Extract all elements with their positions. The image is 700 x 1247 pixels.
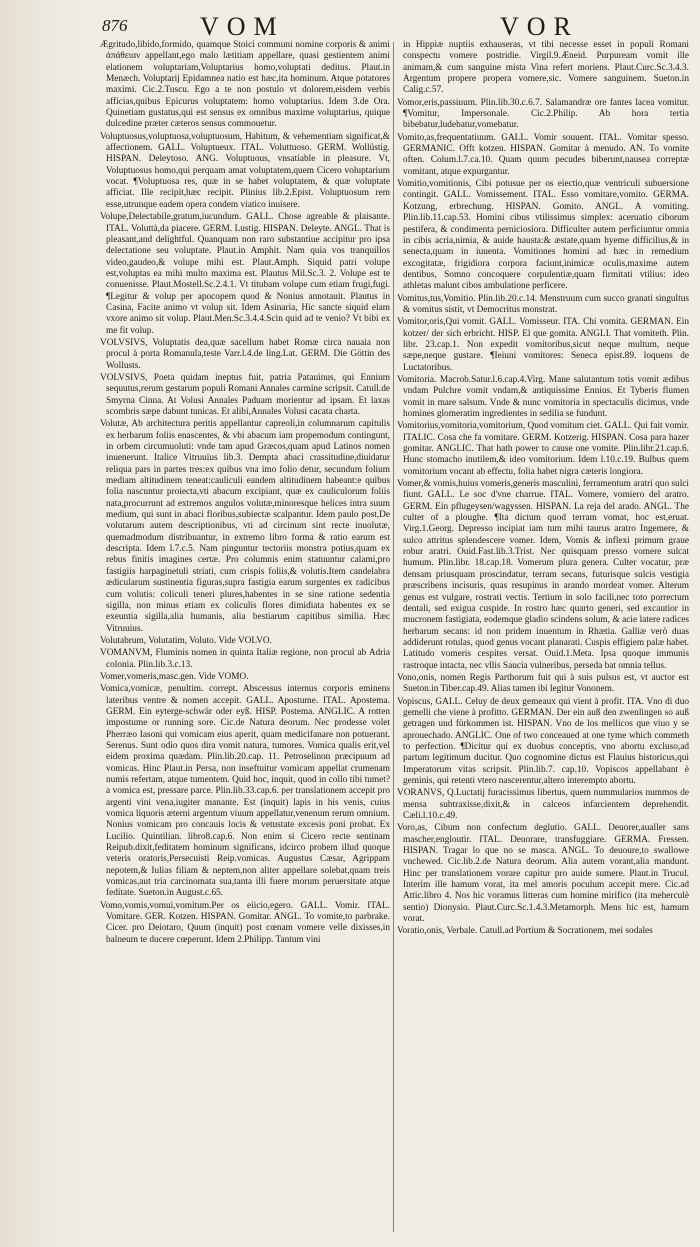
page-header <box>0 10 700 40</box>
entry-volupia: VOLVSIVS, Voluptatis dea,quæ sacellum habet Romæ circa nauaia non procul à porta Romanula,teste Varr.l.4.de ling.Lat. GERM. Die Göttin des Wollusts. <box>100 337 390 371</box>
entry-vomer: Vomer,& vomis,huius vomeris,generis masculini, ferramentum aratri quo sulci fiunt. GALL. Le soc d'vne charrue. ITAL. Vomere, vomiero del aratro. GERM. Ein pflugeysen/wagyssen. HISPAN. La reja del arado. ANGL. The culter of a ploughe. ¶Ita dictum quod terram vomat, hoc est,eruat. Virg.1.Georg. Depresso incipiat iam tum mihi taurus aratro Ingemere, & sulco attritus splendescere vomer. Idem, Vomis & inflexi primum graue robur aratri. Ouid.Fast.lib.3.Trist. Nec quisquam presso vomere sulcat humum. Plin.libr. 18.cap.18. Vomerum plura genera. Culter vocatur, præ densam priusquam proscindatur, terram secans, futurisque sulcis vestigia præscribens incisuris, quas resupinus in arando mordeat vomer. Alterum genus est vulgare, rostrati vectis. Tertium in solo facili,nec toto porrectum dentali, sed exigua cuspide. In rostro hæc quarto generi, sed excautior in mucronem fastigiata, eodemque gladio scindens solum, & acie latere radices herbarum secans: id non pridem inuentum in Rhætia. Galliæ verò duas addiderunt rotulas, quod genus vocant planarati. Cuspis effigiem palæ habet. Latitudo vomeris cespites versat. Ouid.1.Meta. Ipsa quoque immunis rastroque intacta, nec vllis Saucia vulneribus, perseda bat omnia tellus. <box>397 479 689 671</box>
entry-vomitorius: Vomitorius,vomitoria,vomitorium, Quod vomitum ciet. GALL. Qui fait vomir. ITALIC. Cosa che fa vomitare. GERM. Kotzerig. HISPAN. Cosa para hazer gomitar. ANGLIC. That hath power to cause one vomite. Plin.libr.21.cap.6. Hunc stomacho inutilem,& ideo vomitorium. Idem l.10.c.19. Bulbus quem vomitorium vocant ab effectu, folia habet nigra cæteris longiora. <box>397 421 689 477</box>
entry-vomer-ref: Vomer,vomeris,masc.gen. Vide VOMO. <box>100 671 249 682</box>
entry-voratio: Voratio,onis, Verbale. Catull.ad Portium & Socrationem, mei sodales <box>397 926 653 937</box>
entry-vomor: Vomor,eris,passiuum. Plin.lib.30.c.6.7. Salamandræ ore fantes lacea vomitur. ¶Vomitur, Impersonale. Cic.2.Philip. Ab hora tertia bibebatur,ludebatur,vomebatur. <box>397 97 689 131</box>
entry-voro: Voro,as, Cibum non confectum deglutio. GALL. Deuorer,aualler sans mascher,engloutir. ITAL. Deuorare, transfuggiare. GERMA. Fressen. HISPAN. Tragar lo que no se masca. ANGL. To deuoure,to swallowe vnchewed. Cic.lib.2.de Natura deorum. Alia autem vorant,alia mandunt. Hinc per translationem vorare capitur pro auide sumere. Plaut.in Trucul. Interim ille hamum vorat, ita mel amoris poculum accepit mere. Cic.ad Attic.libro 4. Nos hic voramus litteras cum homine mirifico (ita meherculè sentio) Dionysio. Plaut.Curc.Sc.1.4.3.Metamorph. Mens hic est, hamum vorat. <box>397 823 689 925</box>
entry-vomo-continued: in Hippiæ nuptiis exhauseras, vt tibi necesse esset in populi Romani conspectu vomere postridie. Virgil.9.Æneid. Purpuream vomit ille animam,& cum sanguine mista Vina refert moriens. Plaut.Curc.Sc.3.4.3. Argentum propere propera vomere,sic. Vomere sanguinem. Sueton.in Calig.c.57. <box>403 40 689 96</box>
running-head-left: VOM <box>200 12 285 41</box>
entry-voranus: VORANVS, Q.Luctatij furacissimus libertus, quem nummularios nummos de mensa subtraxisse,dixit,& in calceos infarcientem deprehendit. Cæli.l.10.c.49. <box>397 788 689 822</box>
running-head-right: VOR <box>500 12 579 41</box>
entry-volutabrum: Volutabrum, Volutatim, Voluto. Vide VOLVO. <box>100 635 272 646</box>
entry-vopiscus: Vopiscus, GALL. Celuy de deux gemeaux qui vient à profit. ITA. Vno di duo gemelli che viene à profitto. GERMAN. Der ein auß den zwenlingen so auß getragen und fürkommen ist. HISPAN. Vno de los mellicos que viuo y se aprouechado. ANGLIC. One of two conceaued at one tyme which commeth to perfection. ¶Dicitur qui ex duobus conceptis, vno abortu excluso,ad partum legitimum ducitur. Quo cognomine dictus est Flauius historicus,qui Imperatorum vitas scripsit. Plin.lib.7. cap.10. Vopiscos appellabant è geminis, qui retenti vtero nascerentur,altero interempto abortu. <box>397 696 689 786</box>
entry-volusius: VOLVSIVS, Poeta quidam ineptus fuit, patria Patauinus, qui Ennium sequutus,rerum gestarum populi Romani Annales carmine scripsit. Catull.de Smyrna Cinna. At Volusi Annales Paduam morientur ad ipsam. Et laxas scombris sæpe dabunt tunicas. Et alibi,Annales Volusi cacata charta. <box>100 372 390 417</box>
entry-vomitio: Vomitio,vomitionis, Cibi potusue per os eiectio,quæ ventriculi subuersione contingit. GALL. Vomissement. ITAL. Esso vomitare,vomito. GERMA. Kotzung, erbrechung. HISPAN. Gomito. ANGL. A vomiting. Plin.lib.11.cap.53. Homini cibus vtilissimus simplex: aceruatio ciborum pestifera, & condimenta perniciosiora. Difficulter autem perficiuntur omnia in cibis acria,nimia, & auide hausta:& æstate,quam hyeme difficilius,& in senecta,quam in iuuenta. Vomitiones homini ad hæc in remedium excogitatæ, frigidiora corpora faciunt,inimicæ oculis,maxime autem dentibus, Somno concoquere corpulentiæ,quam firmitati vtilius: ideo athletas malunt cibos ambulatione perficere. <box>397 179 689 292</box>
page-gutter-shadow <box>0 0 90 1247</box>
left-column <box>100 40 390 1236</box>
entry-vomitoria: Vomitoria. Macrob.Satur.l.6.cap.4.Virg. Mane salutantum totis vomit ædibus vndam Pulchre vomit vndam,& antiquissime Ennius. Et Tyberis flumen vomit in mare salsum. Vnde & nunc vomitoria in spectaculis dicimus, vnde homines glomeratim ingredientes in sedilia se fundunt. <box>397 374 689 419</box>
entry-vomitus: Vomitus,tus,Vomitio. Plin.lib.20.c.14. Menstruum cum succo granati singultus & vomitus sistit, vt Democritus monstrat. <box>397 293 689 315</box>
entry-volupe: Volupe,Delectabile,gratum,iucundum. GALL. Chose agreable & plaisante. ITAL. Voluttà,da piacere. GERM. Lustig. HISPAN. Deleyte. ANGL. That is pleasant,and delightful. Quanquam non raro substantiue accipitur pro ipsa delectatione seu voluptate. Plaut.in Amphit. Nam quia vos tranquillos video,gaudeo,& volupe mihi est. Plaut.Amph. Siquid patri volupe est,voluptas ea mihi multo maxima est. Plautus Mil.Sc.3. 2. Volupe est te conuenisse. Plaut.Mostell.Sc.2.4.1. Vt titubam volupe cum etiam frugi,fugi. ¶Legitur & volup per apocopem quod & Nonius annotauit. Plautus in Casina, Facite animo vt volup sit. Idem Asinaria, Hic sancte siquid elam vxore animo sit volup. Plaut.Men.Sc.3.4.4.Scin quid ad te venio? Vt bibi ex me fit volup. <box>100 212 390 336</box>
entry-vomito: Vomito,as,frequentatiuum. GALL. Vomir souuent. ITAL. Vomitar spesso. GERMANIC. Offt kotzen. HISPAN. Gomitar à menudo. AN. To vomite often. Colum.l.7.ca.10. Quam quum pecudes biberunt,nausea correptæ vomitant, atque expurgantur. <box>397 132 689 177</box>
entry-vomitor: Vomitor,oris,Qui vomit. GALL. Vomisseur. ITA. Chi vomita. GERMAN. Ein kotzer/ der sich erbricht. HISP. El que gomita. ANGLI. That vomiteth. Plin. libr. 23.cap.1. Non expedit vomitoribus,sicut neque multum, neque sæpe,neque gustare. ¶Ieiuni vomitores: Seneca epist.89. loquens de Luctatoribus. <box>397 317 689 373</box>
entry-aegritudo: Ægritudo,libido,formido, quamque Stoici communi nomine corporis & animi ἀπάθειαν appellant,ego malo lætitiam appellare, quasi gestientem animi elationem voluptariam,Voluptarius homo,voluptati deditus. Plaut.in Menæch. Voluptarij Epidamnea natio est hæc,ita hominum. Atque potatores maximi. Cic.2.Tuscu. Ego a te non postulo vt dolorem,eisdem verbis afficias,quibus Epicurus voluptatem: homo voluptarius. Idem 3.de Ora. Quinetiam gustatus,qui est sensus ex omnibus maxime voluptarius, quique dulcedine præter cæteros sensus commouetur. <box>100 40 390 130</box>
entry-volutae: Volutæ, Ab architectura peritis appellantur capreoli,in columnarum capitulis ex herbarum foliis enascentes, & vbi abacum iam propemodum contingunt, in orbem circumuoluti: vnde tam apud Græcos,quam apud Latinos nomen inuenerunt. Italice Vitruuius lib.3. Dempta abaci crassitudine,diuidatur reliqua pars in partes tres:ex quibus vna imo folio detur, secundum folium mediam altitudinem teneat:cauliculi eandem altitudinem habeant:e quibus folia nascuntur proiecta,vti abacum excipiant, quæ ex cauliculorum foliis nata,procurrunt ad extremos angulos volutæ,minoresque helices intra suum medium, qui sunt in abaci floribus,subiectæ scalpantur. Idem paulo post,De volutarum autem descriptionibus, vti ad circinum sint recte inuolutæ, quemadmodum distribuantur, in extremo libro forma & ratio earum est descripta. Idem l.7.c.5. Nam pinguntur tectoriis monstra potius,quam ex rebus finitis imagines certæ. Pro columnis enim statuuntur calami,pro fastigiis harpaginetuli striati, cum crispis foliis,& volutis.Item candelabra ædicularum sustinentia figuras,supra fastigia earum surgentes ex radicibus cum volutis: coliculi teneri plures,habentes in se sine ratione sedentia sigilla, non minus etiam ex coliculis flores dimidiata habentes ex se exeuntia sigilla,alia humanis, alia bestiarum capitibus similia. Hæc Vitruuius. <box>100 419 390 634</box>
entry-vomica: Vomica,vomicæ, penultim. corrept. Abscessus internus corporis eminens lateribus ventre & nomen accepit. GALL. Apostume. ITAL. Apostema. GERM. Ein eyterge-schwär oder eyß. HISP. Postema. ANGLIC. A rotten impostume or running sore. Cic.de Natura deorum. Nec prodesse volet Pherræo Iasoni qui vomicam eius aperit, quam medicifanare non potuerant. Serenus. Sunt odio quos dira vomit natura, tumores. Vomica qualis erit,vel eidem proxima quædam. Plin.lib.20.cap. 11. Petroselinon præcipuum ad vomicas. Hinc Plaut.in Persa, non inseftuitur vomicam appellat crumenam numis refertam, atque tumentem. Quid hoc, inquit, quod in collo tibi tumet? a vomica est, pressare parce. Plin.lib.33.cap.6. per translationem accepit pro argenti vini vena,iugiter manante. Est (inquit) lapis in his venis, cuius vomica liquoris æterni argentum viuum appellatur,venenum rerum omnium. Nonius vomicam pro concauis locis & vetustate excesis poni probat. Ex Lucilio. Quintilian. libro8.cap.6. Non enim si Cicero recte sentinam Reipub.dixit,feditatem hominum significans, idcirco probem illud quoque veteris oratoris,Persecuisti Reip.vomicas. Augustus Cæsar, Agrippam nepotem,& Iulias filiam & neptem,non aliter appellare solebat,quam treis vomicas,aut tria carcinomata sua,tanta illi fuere morum peruersitate atque feditate. Sueton.in August.c.65. <box>100 684 390 899</box>
right-column <box>397 40 689 1236</box>
page-number: 876 <box>102 16 128 35</box>
entry-voluptuosus: Voluptuosus,voluptuosa,voluptuosum, Habitum, & vehementiam significat,& affectionem. GALL. Voluptueux. ITAL. Voluttuoso. GERM. Wollüstig. HISPAN. Deleytoso. ANG. Voluptuous, vnsatiable in pleasure. Vt, Voluptuosus homo,qui perquam amat voluptatem,quem Cicero voluptarium vocat. ¶Voluptuosa res, quæ in se habet voluptatem, & quæ voluptate afficiat. Ille recipit,hæc recipit. Plinius lib.2.Epist. Voluptuosum rem esse,utrunque eadem opera condem viatico inuisere. <box>100 131 390 210</box>
column-divider <box>393 42 394 1232</box>
entry-vono: Vono,onis, nomen Regis Parthorum fuit qui à suis pulsus est, vt auctor est Sueton.in Tiber.cap.49. Alias tamen ibi legitur Vononem. <box>397 672 689 695</box>
entry-vomo: Vomo,vomis,vomui,vomitum.Per os eiicio,egero. GALL. Vomir. ITAL. Vomitare. GER. Kotzen. HISPAN. Gomitar. ANGL. To vomite,to parbrake. Cicer. pro Deiotaro, Quum (inquit) post cœnam vomere velle dixisses,in balneum te ducere cœperunt. Idem 2.Philipp. Tantum vini <box>100 900 390 945</box>
entry-vomanum: VOMANVM, Fluminis nomen in quinta Italiæ regione, non procul ab Adria colonia. Plin.lib.3.c.13. <box>100 648 390 670</box>
